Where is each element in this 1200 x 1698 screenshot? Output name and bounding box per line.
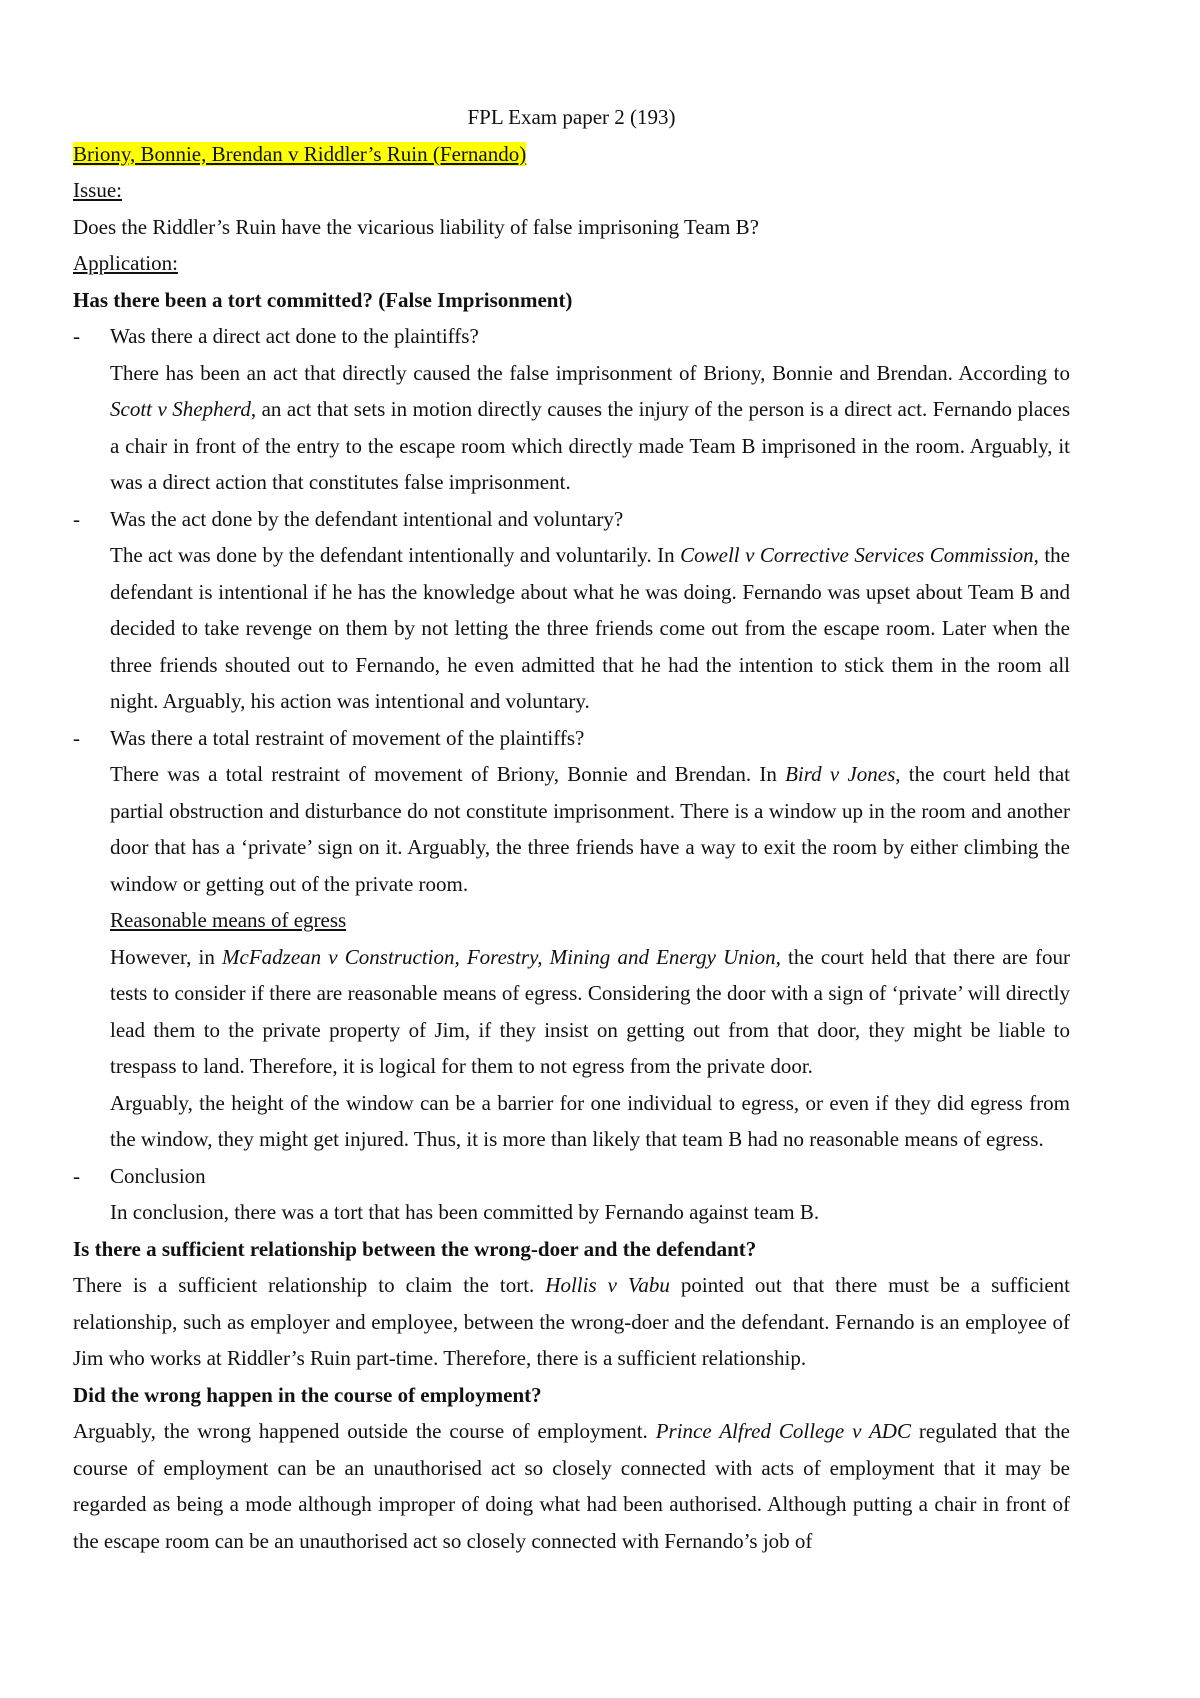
case-citation: Hollis v Vabu [545, 1273, 670, 1297]
paragraph-intentional [73, 537, 1070, 720]
bullet-question: Was there a direct act done to the plaintiffs? [110, 324, 479, 348]
case-citation: McFadzean v Construction, Forestry, Mining and Energy Union [222, 944, 776, 969]
text-run: The act was done by the defendant intentionally and voluntarily. In [110, 543, 681, 567]
bullet-dash: - [73, 725, 80, 750]
text-run: regulated that the course of employment can be an unauthorised act so closely connected with acts of employment that it may be regarded as being a mode although improper of doing what had been authorised. Although putting a chair in front of the escape room can be an unauthorised act so closely connected with Fernando’s job of [73, 1419, 1070, 1553]
egress-label-text: Reasonable means of egress [110, 908, 347, 932]
application-label-text: Application: [73, 251, 178, 275]
bullet-question: Was the act done by the defendant intentional and voluntary? [110, 506, 624, 531]
issue-label [73, 172, 1070, 209]
case-heading-text: Briony, Bonnie, Brendan v Riddler’s Ruin (Fernando) [73, 141, 527, 166]
egress-label [73, 902, 1070, 939]
text-run: , the defendant is intentional if he has the knowledge about what he was doing. Fernando was upset about Team B and decided to take revenge on them by not letting the three friends come out from the escape room. Later when the three friends shouted out to Fernando, he even admitted that he had the intention to stick them in the room all night. Arguably, his action was intentional and voluntary. [110, 543, 1070, 713]
bullet-question: Conclusion [110, 1163, 206, 1188]
bullet-total-restraint [73, 720, 1070, 757]
bullet-intentional [73, 501, 1070, 538]
bullet-dash: - [73, 506, 80, 531]
paragraph-egress-window: Arguably, the height of the window can be a barrier for one individual to egress, or even if they did egress from the window, they might get injured. Thus, it is more than likely that team B had no reasonable means of egress. [110, 1090, 1070, 1151]
text-run: pointed out that there must be a sufficient relationship, such as employer and employee, between the wrong-doer and the defendant. Fernando is an employee of Jim who works at Riddler’s Ruin part-time. Therefore, there is a sufficient relationship. [73, 1273, 1070, 1370]
paragraph-egress [73, 939, 1070, 1085]
text-run: , the court held that there are four tests to consider if there are reasonable means of egress. Considering the door with a sign of ‘private’ will directly lead them to the private property of Jim, if they insist on getting out from that door, they might be liable to trespass to land. Therefore, it is logical for them to not egress from the private door. [110, 944, 1070, 1078]
case-citation: Prince Alfred College v ADC [655, 1419, 911, 1443]
bullet-dash: - [73, 1163, 80, 1188]
text-run: , an act that sets in motion directly causes the injury of the person is a direct act. Fernando places a chair in front of the entry to the escape room which directly made Team B imprisoned in the room. Arguably, it was a direct action that constitutes false imprisonment. [110, 397, 1070, 494]
case-citation: Bird v Jones [785, 762, 896, 786]
paragraph-total-restraint [73, 756, 1070, 902]
paragraph-conclusion: In conclusion, there was a tort that has been committed by Fernando against team B. [110, 1200, 820, 1224]
bullet-dash: - [73, 324, 80, 348]
text-run: There is a sufficient relationship to claim the tort. [73, 1273, 546, 1297]
heading-course-of-employment: Did the wrong happen in the course of employment? [73, 1382, 542, 1407]
issue-label-text: Issue: [73, 178, 122, 202]
application-label [73, 245, 1070, 282]
issue-text: Does the Riddler’s Ruin have the vicarious liability of false imprisoning Team B? [73, 214, 759, 239]
paragraph-course-of-employment [73, 1413, 1070, 1559]
case-heading [73, 136, 1070, 173]
bullet-conclusion [73, 1158, 1070, 1195]
text-run: However, in [110, 944, 223, 969]
bullet-direct-act [73, 318, 1070, 355]
text-run: There has been an act that directly caused the false imprisonment of Briony, Bonnie and Brendan. According to [110, 360, 1070, 385]
bullet-question: Was there a total restraint of movement of the plaintiffs? [110, 725, 585, 750]
case-citation: Scott v Shepherd [110, 397, 251, 421]
text-run: There was a total restraint of movement of Briony, Bonnie and Brendan. In [110, 762, 786, 786]
paragraph-relationship [73, 1267, 1070, 1377]
heading-false-imprisonment: Has there been a tort committed? (False Imprisonment) [73, 287, 573, 312]
heading-relationship: Is there a sufficient relationship between the wrong-doer and the defendant? [73, 1236, 757, 1261]
document-title: FPL Exam paper 2 (193) [467, 105, 676, 129]
text-run: Arguably, the wrong happened outside the course of employment. [73, 1419, 656, 1443]
case-citation: Cowell v Corrective Services Commission [680, 543, 1034, 567]
paragraph-direct-act [73, 355, 1070, 501]
text-run: , the court held that partial obstruction and disturbance do not constitute imprisonment. There is a window up in the room and another door that has a ‘private’ sign on it. Arguably, the three friends have a way to exit the room by either climbing the window or getting out of the private room. [110, 762, 1070, 896]
